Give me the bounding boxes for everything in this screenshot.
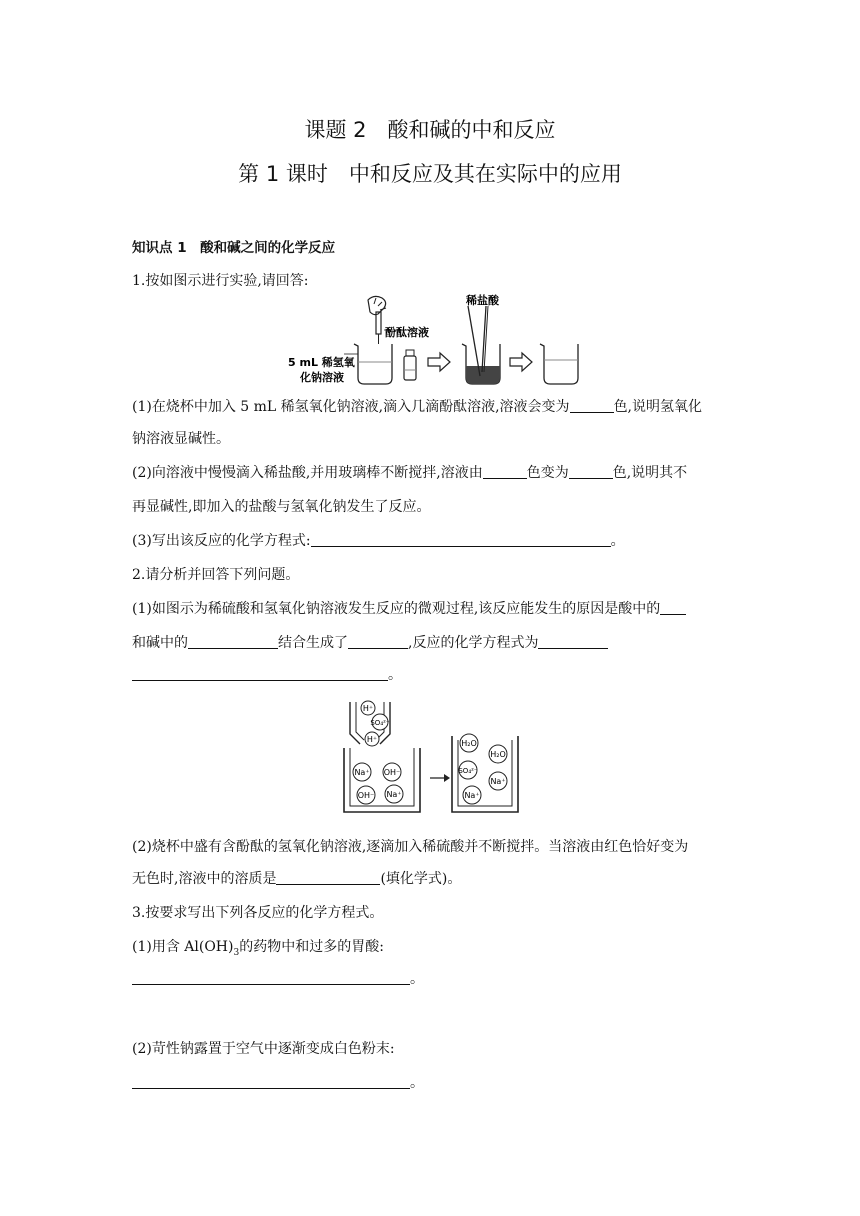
beaker-icon <box>540 344 578 384</box>
answer-blank[interactable] <box>569 464 613 479</box>
answer-blank[interactable] <box>348 634 408 649</box>
q3-part2-answer: 。 <box>132 1072 424 1092</box>
label-base-1: 5 mL 稀氢氧 <box>288 356 355 369</box>
answer-blank[interactable] <box>311 532 611 547</box>
q1-part3: (3)写出该反应的化学方程式: 。 <box>132 533 625 549</box>
answer-blank[interactable] <box>132 1074 410 1089</box>
answer-blank[interactable] <box>570 398 614 413</box>
answer-blank[interactable] <box>538 634 608 649</box>
svg-text:Na⁺: Na⁺ <box>464 791 480 800</box>
answer-blank[interactable] <box>132 970 410 985</box>
q3-part1: (1)用含 $Al(OH)_3$的药物中和过多的胃酸: <box>132 939 384 958</box>
question-1-stem: 1.按如图示进行实验,请回答: <box>132 273 309 289</box>
svg-text:OH⁻: OH⁻ <box>357 791 375 800</box>
experiment-figure <box>280 292 600 392</box>
svg-text:H⁺: H⁺ <box>366 735 378 744</box>
q1-part1-line2: 钠溶液显碱性。 <box>132 431 230 447</box>
q3-part2: (2)苛性钠露置于空气中逐渐变成白色粉末: <box>132 1041 395 1057</box>
label-indicator: 酚酞溶液 <box>385 326 429 339</box>
glass-rod-icon <box>468 306 480 376</box>
beaker-icon <box>354 344 392 384</box>
question-3-stem: 3.按要求写出下列各反应的化学方程式。 <box>132 905 384 921</box>
svg-text:SO₄²⁻: SO₄²⁻ <box>370 719 390 727</box>
dropper-icon <box>368 296 386 344</box>
svg-text:Na⁺: Na⁺ <box>354 768 370 777</box>
q1-part1-line1: (1)在烧杯中加入 5 mL 稀氢氧化钠溶液,滴入几滴酚酞溶液,溶液会变为 色,说明氢氧化 <box>132 399 703 415</box>
svg-text:Na⁺: Na⁺ <box>386 790 402 799</box>
q1-part2-line2: 再显碱性,即加入的盐酸与氢氧化钠发生了反应。 <box>132 499 431 515</box>
q2-part2-line2: 无色时,溶液中的溶质是 (填化学式)。 <box>132 871 462 887</box>
reagent-bottle-icon <box>404 350 416 380</box>
answer-blank[interactable] <box>483 464 527 479</box>
q1-part2-line1: (2)向溶液中慢慢滴入稀盐酸,并用玻璃棒不断搅拌,溶液由 色变为 色,说明其不 <box>132 465 688 481</box>
answer-blank[interactable] <box>188 634 278 649</box>
question-2-stem: 2.请分析并回答下列问题。 <box>132 567 300 583</box>
svg-text:OH⁻: OH⁻ <box>383 768 401 777</box>
arrow-icon <box>510 353 532 371</box>
micro-process-figure <box>340 700 520 820</box>
label-acid: 稀盐酸 <box>466 294 499 307</box>
svg-text:Na⁺: Na⁺ <box>490 777 506 786</box>
page-title: 课题 2 酸和碱的中和反应 <box>304 118 556 142</box>
section-heading: 知识点 1 酸和碱之间的化学反应 <box>132 240 336 256</box>
answer-blank[interactable] <box>660 600 686 615</box>
q3-part1-answer: 。 <box>132 968 424 988</box>
svg-text:H⁺: H⁺ <box>362 704 374 713</box>
answer-blank[interactable] <box>276 870 380 885</box>
arrow-icon <box>428 353 450 371</box>
svg-text:SO₄²⁻: SO₄²⁻ <box>458 767 478 775</box>
svg-text:H₂O: H₂O <box>461 739 477 748</box>
svg-text:H₂O: H₂O <box>490 750 506 759</box>
beaker-icon <box>462 344 500 384</box>
answer-blank[interactable] <box>132 666 388 681</box>
label-base-2: 化钠溶液 <box>300 371 344 384</box>
q2-part2-line1: (2)烧杯中盛有含酚酞的氢氧化钠溶液,逐滴加入稀硫酸并不断搅拌。当溶液由红色恰好变为 <box>132 839 689 855</box>
q2-part1-line1: (1)如图示为稀硫酸和氢氧化钠溶液发生反应的微观过程,该反应能发生的原因是酸中的 <box>132 598 686 618</box>
page-subtitle: 第 1 课时 中和反应及其在实际中的应用 <box>238 162 622 186</box>
q2-part1-line3: 。 <box>132 664 402 684</box>
q2-part1-line2: 和碱中的 结合生成了 ,反应的化学方程式为 <box>132 632 608 652</box>
